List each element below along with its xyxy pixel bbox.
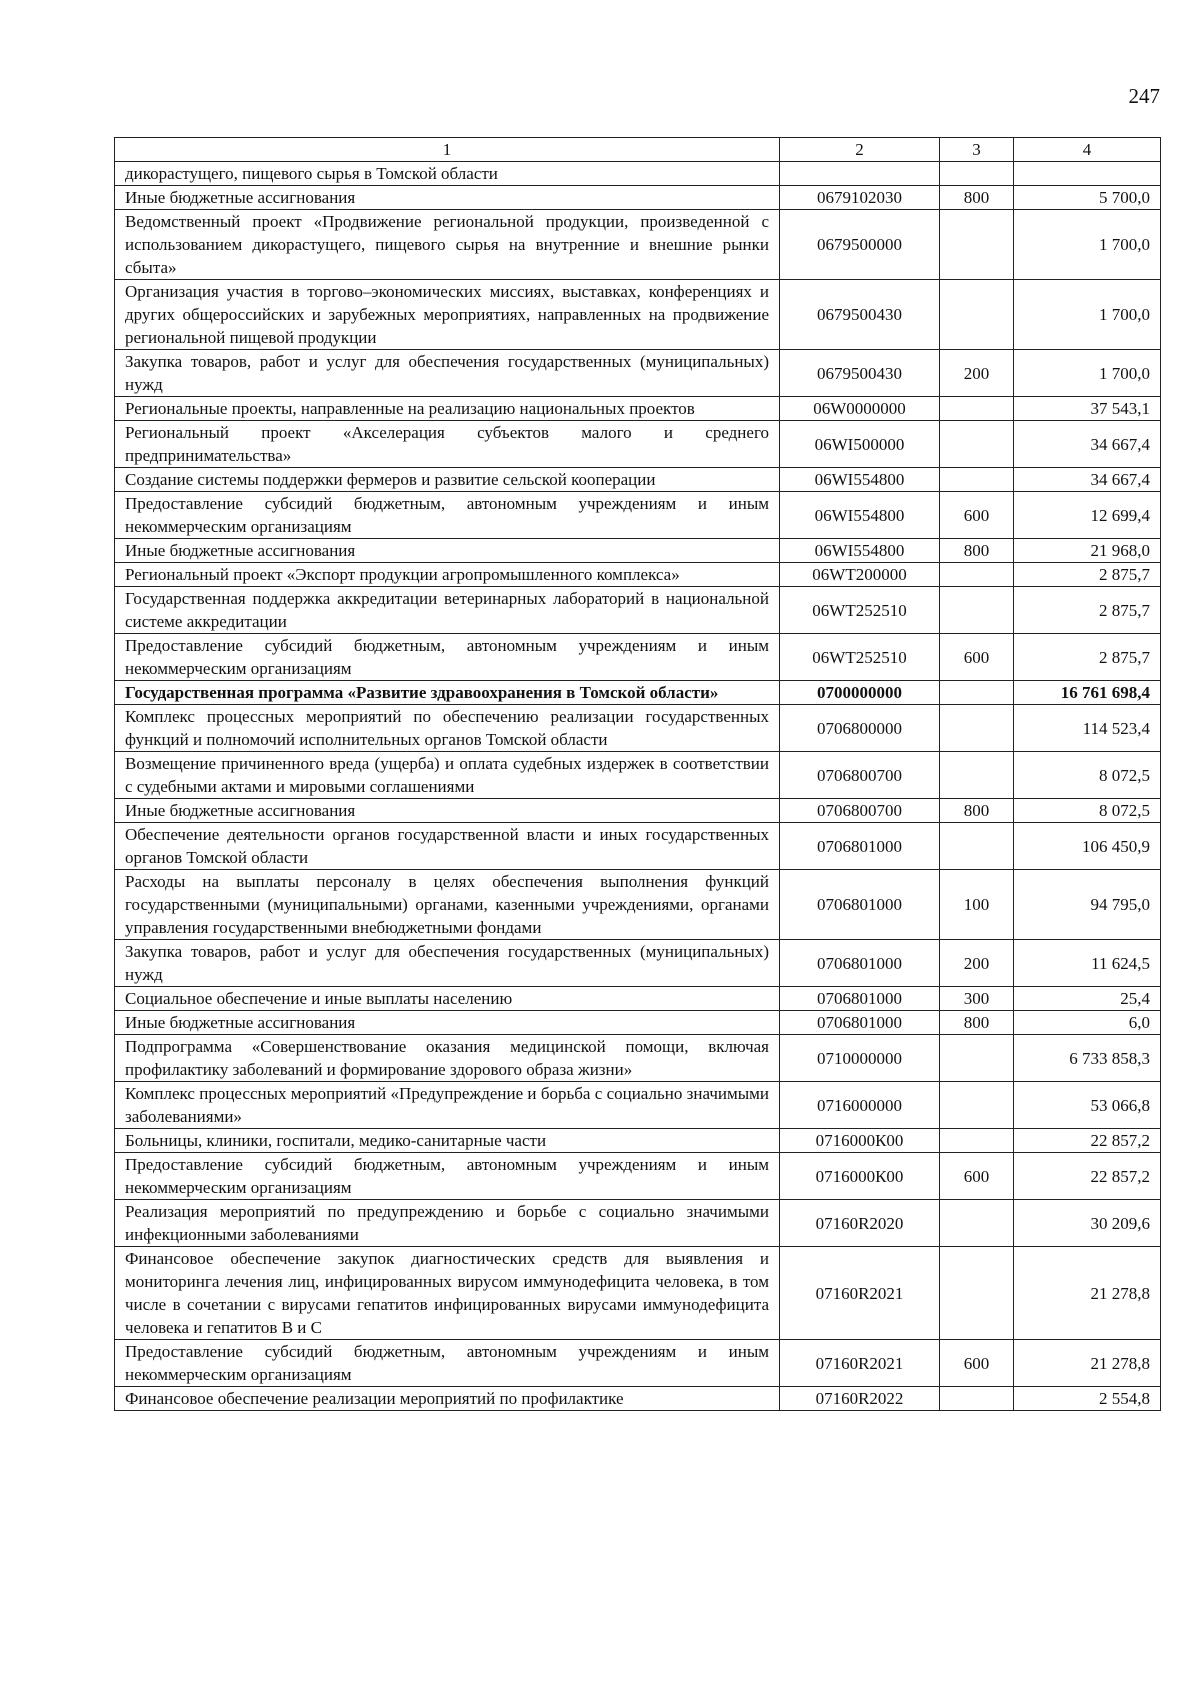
row-amount-cell: 37 543,1 xyxy=(1014,397,1161,421)
row-type-cell xyxy=(940,563,1014,587)
row-name-cell: Комплекс процессных мероприятий «Предупреждение и борьба с социально значимыми заболеваниями» xyxy=(115,1082,780,1129)
row-code-cell: 06WI554800 xyxy=(780,468,940,492)
row-name-cell: Финансовое обеспечение закупок диагностических средств для выявления и мониторинга лечения лиц, инфицированных вирусом иммунодефицита человека, в том числе в сочетании с вирусами гепатитов инфицированных вирусами иммунодефицита человека и гепатитов В и С xyxy=(115,1247,780,1340)
header-cell-2: 2 xyxy=(780,138,940,162)
row-type-cell: 800 xyxy=(940,1011,1014,1035)
row-code-cell: 0706801000 xyxy=(780,823,940,870)
row-amount-cell: 22 857,2 xyxy=(1014,1129,1161,1153)
row-code-cell: 0679102030 xyxy=(780,186,940,210)
row-type-cell: 800 xyxy=(940,799,1014,823)
row-type-cell: 100 xyxy=(940,870,1014,940)
row-type-cell xyxy=(940,1200,1014,1247)
row-type-cell xyxy=(940,421,1014,468)
row-name-cell: Региональный проект «Акселерация субъектов малого и среднего предпринимательства» xyxy=(115,421,780,468)
row-code-cell: 0706801000 xyxy=(780,987,940,1011)
row-amount-cell xyxy=(1014,162,1161,186)
table-row xyxy=(115,870,1161,940)
table-row xyxy=(115,705,1161,752)
row-code-cell: 07160R2020 xyxy=(780,1200,940,1247)
table-row xyxy=(115,1129,1161,1153)
table-row xyxy=(115,1340,1161,1387)
row-name-cell: Региональные проекты, направленные на реализацию национальных проектов xyxy=(115,397,780,421)
row-name-cell: Возмещение причиненного вреда (ущерба) и оплата судебных издержек в соответствии с судебными актами и мировыми соглашениями xyxy=(115,752,780,799)
row-type-cell xyxy=(940,210,1014,280)
row-amount-cell: 8 072,5 xyxy=(1014,752,1161,799)
table-row xyxy=(115,799,1161,823)
row-type-cell: 600 xyxy=(940,1340,1014,1387)
row-name-cell: Закупка товаров, работ и услуг для обеспечения государственных (муниципальных) нужд xyxy=(115,350,780,397)
row-name-cell: Организация участия в торгово–экономических миссиях, выставках, конференциях и других общероссийских и зарубежных мероприятиях, направленных на продвижение региональной пищевой продукции xyxy=(115,280,780,350)
row-amount-cell: 25,4 xyxy=(1014,987,1161,1011)
budget-table xyxy=(114,137,1161,1411)
row-name-cell: Социальное обеспечение и иные выплаты населению xyxy=(115,987,780,1011)
row-amount-cell: 1 700,0 xyxy=(1014,350,1161,397)
row-amount-cell: 21 968,0 xyxy=(1014,539,1161,563)
row-type-cell xyxy=(940,280,1014,350)
row-code-cell: 07160R2021 xyxy=(780,1340,940,1387)
row-name-cell: дикорастущего, пищевого сырья в Томской области xyxy=(115,162,780,186)
row-code-cell: 0710000000 xyxy=(780,1035,940,1082)
table-row xyxy=(115,468,1161,492)
row-type-cell: 800 xyxy=(940,186,1014,210)
row-code-cell: 06WI554800 xyxy=(780,492,940,539)
table-row xyxy=(115,210,1161,280)
row-type-cell: 200 xyxy=(940,940,1014,987)
header-cell-3: 3 xyxy=(940,138,1014,162)
row-code-cell: 0679500430 xyxy=(780,350,940,397)
row-type-cell xyxy=(940,1247,1014,1340)
row-name-cell: Расходы на выплаты персоналу в целях обеспечения выполнения функций государственными (муниципальными) органами, казенными учреждениями, органами управления государственными внебюджетными фондами xyxy=(115,870,780,940)
row-code-cell: 0706800700 xyxy=(780,752,940,799)
row-name-cell: Финансовое обеспечение реализации мероприятий по профилактике xyxy=(115,1387,780,1411)
row-type-cell xyxy=(940,468,1014,492)
row-code-cell: 0716000К00 xyxy=(780,1129,940,1153)
row-name-cell: Государственная программа «Развитие здравоохранения в Томской области» xyxy=(115,681,780,705)
table-row xyxy=(115,350,1161,397)
table-row xyxy=(115,1387,1161,1411)
row-name-cell: Подпрограмма «Совершенствование оказания медицинской помощи, включая профилактику заболеваний и формирование здорового образа жизни» xyxy=(115,1035,780,1082)
header-cell-4: 4 xyxy=(1014,138,1161,162)
row-name-cell: Государственная поддержка аккредитации ветеринарных лабораторий в национальной системе аккредитации xyxy=(115,587,780,634)
row-code-cell: 06WT252510 xyxy=(780,634,940,681)
row-code-cell: 0706801000 xyxy=(780,870,940,940)
row-type-cell: 600 xyxy=(940,492,1014,539)
row-name-cell: Предоставление субсидий бюджетным, автономным учреждениям и иным некоммерческим организациям xyxy=(115,1340,780,1387)
row-amount-cell: 34 667,4 xyxy=(1014,468,1161,492)
row-amount-cell: 6 733 858,3 xyxy=(1014,1035,1161,1082)
table-row xyxy=(115,1200,1161,1247)
row-code-cell: 06WT252510 xyxy=(780,587,940,634)
row-type-cell xyxy=(940,681,1014,705)
row-code-cell: 0700000000 xyxy=(780,681,940,705)
row-name-cell: Предоставление субсидий бюджетным, автономным учреждениям и иным некоммерческим организациям xyxy=(115,634,780,681)
row-code-cell: 06W0000000 xyxy=(780,397,940,421)
row-type-cell xyxy=(940,1387,1014,1411)
table-row xyxy=(115,634,1161,681)
table-row xyxy=(115,280,1161,350)
row-type-cell xyxy=(940,1082,1014,1129)
row-type-cell: 200 xyxy=(940,350,1014,397)
table-row xyxy=(115,987,1161,1011)
row-name-cell: Комплекс процессных мероприятий по обеспечению реализации государственных функций и полномочий исполнительных органов Томской области xyxy=(115,705,780,752)
row-type-cell: 600 xyxy=(940,1153,1014,1200)
row-amount-cell: 1 700,0 xyxy=(1014,210,1161,280)
row-code-cell: 0706800700 xyxy=(780,799,940,823)
row-type-cell xyxy=(940,752,1014,799)
row-name-cell: Реализация мероприятий по предупреждению и борьбе с социально значимыми инфекционными заболеваниями xyxy=(115,1200,780,1247)
row-name-cell: Иные бюджетные ассигнования xyxy=(115,1011,780,1035)
table-row xyxy=(115,940,1161,987)
row-amount-cell: 2 875,7 xyxy=(1014,563,1161,587)
row-code-cell: 0716000К00 xyxy=(780,1153,940,1200)
row-type-cell xyxy=(940,162,1014,186)
table-row xyxy=(115,492,1161,539)
table-row xyxy=(115,563,1161,587)
row-amount-cell: 21 278,8 xyxy=(1014,1340,1161,1387)
row-amount-cell: 2 875,7 xyxy=(1014,634,1161,681)
table-row xyxy=(115,1011,1161,1035)
row-code-cell: 07160R2022 xyxy=(780,1387,940,1411)
row-name-cell: Иные бюджетные ассигнования xyxy=(115,539,780,563)
row-amount-cell: 30 209,6 xyxy=(1014,1200,1161,1247)
row-code-cell: 0679500430 xyxy=(780,280,940,350)
row-code-cell: 06WI554800 xyxy=(780,539,940,563)
row-code-cell: 07160R2021 xyxy=(780,1247,940,1340)
row-amount-cell: 2 554,8 xyxy=(1014,1387,1161,1411)
table-row xyxy=(115,681,1161,705)
row-code-cell xyxy=(780,162,940,186)
row-name-cell: Предоставление субсидий бюджетным, автономным учреждениям и иным некоммерческим организациям xyxy=(115,492,780,539)
row-amount-cell: 34 667,4 xyxy=(1014,421,1161,468)
row-code-cell: 0716000000 xyxy=(780,1082,940,1129)
row-type-cell xyxy=(940,587,1014,634)
row-name-cell: Иные бюджетные ассигнования xyxy=(115,799,780,823)
row-type-cell: 600 xyxy=(940,634,1014,681)
row-amount-cell: 5 700,0 xyxy=(1014,186,1161,210)
table-row xyxy=(115,1153,1161,1200)
header-cell-1: 1 xyxy=(115,138,780,162)
table-row xyxy=(115,1247,1161,1340)
table-row xyxy=(115,539,1161,563)
table-row xyxy=(115,823,1161,870)
row-amount-cell: 22 857,2 xyxy=(1014,1153,1161,1200)
row-name-cell: Ведомственный проект «Продвижение региональной продукции, произведенной с использованием дикорастущего, пищевого сырья на внутренние и внешние рынки сбыта» xyxy=(115,210,780,280)
row-type-cell xyxy=(940,823,1014,870)
table-header-row xyxy=(115,138,1161,162)
row-name-cell: Больницы, клиники, госпитали, медико-санитарные части xyxy=(115,1129,780,1153)
row-type-cell xyxy=(940,1035,1014,1082)
row-amount-cell: 114 523,4 xyxy=(1014,705,1161,752)
row-name-cell: Региональный проект «Экспорт продукции агропромышленного комплекса» xyxy=(115,563,780,587)
row-code-cell: 0706801000 xyxy=(780,1011,940,1035)
row-amount-cell: 1 700,0 xyxy=(1014,280,1161,350)
table-row xyxy=(115,752,1161,799)
row-type-cell: 300 xyxy=(940,987,1014,1011)
row-type-cell: 800 xyxy=(940,539,1014,563)
row-type-cell xyxy=(940,397,1014,421)
row-amount-cell: 16 761 698,4 xyxy=(1014,681,1161,705)
row-amount-cell: 11 624,5 xyxy=(1014,940,1161,987)
row-name-cell: Создание системы поддержки фермеров и развитие сельской кооперации xyxy=(115,468,780,492)
row-name-cell: Предоставление субсидий бюджетным, автономным учреждениям и иным некоммерческим организациям xyxy=(115,1153,780,1200)
table-row xyxy=(115,1035,1161,1082)
row-type-cell xyxy=(940,705,1014,752)
row-amount-cell: 53 066,8 xyxy=(1014,1082,1161,1129)
table-row xyxy=(115,1082,1161,1129)
row-amount-cell: 8 072,5 xyxy=(1014,799,1161,823)
row-type-cell xyxy=(940,1129,1014,1153)
row-name-cell: Обеспечение деятельности органов государственной власти и иных государственных органов Томской области xyxy=(115,823,780,870)
row-code-cell: 0706801000 xyxy=(780,940,940,987)
page-number: 247 xyxy=(1128,84,1160,108)
row-amount-cell: 6,0 xyxy=(1014,1011,1161,1035)
row-amount-cell: 94 795,0 xyxy=(1014,870,1161,940)
row-amount-cell: 12 699,4 xyxy=(1014,492,1161,539)
row-code-cell: 06WI500000 xyxy=(780,421,940,468)
table-row xyxy=(115,162,1161,186)
row-code-cell: 06WT200000 xyxy=(780,563,940,587)
row-code-cell: 0706800000 xyxy=(780,705,940,752)
row-name-cell: Закупка товаров, работ и услуг для обеспечения государственных (муниципальных) нужд xyxy=(115,940,780,987)
budget-table-body xyxy=(115,138,1161,1411)
table-row xyxy=(115,186,1161,210)
table-row xyxy=(115,397,1161,421)
table-row xyxy=(115,421,1161,468)
row-amount-cell: 21 278,8 xyxy=(1014,1247,1161,1340)
row-code-cell: 0679500000 xyxy=(780,210,940,280)
row-amount-cell: 2 875,7 xyxy=(1014,587,1161,634)
row-amount-cell: 106 450,9 xyxy=(1014,823,1161,870)
row-name-cell: Иные бюджетные ассигнования xyxy=(115,186,780,210)
table-row xyxy=(115,587,1161,634)
